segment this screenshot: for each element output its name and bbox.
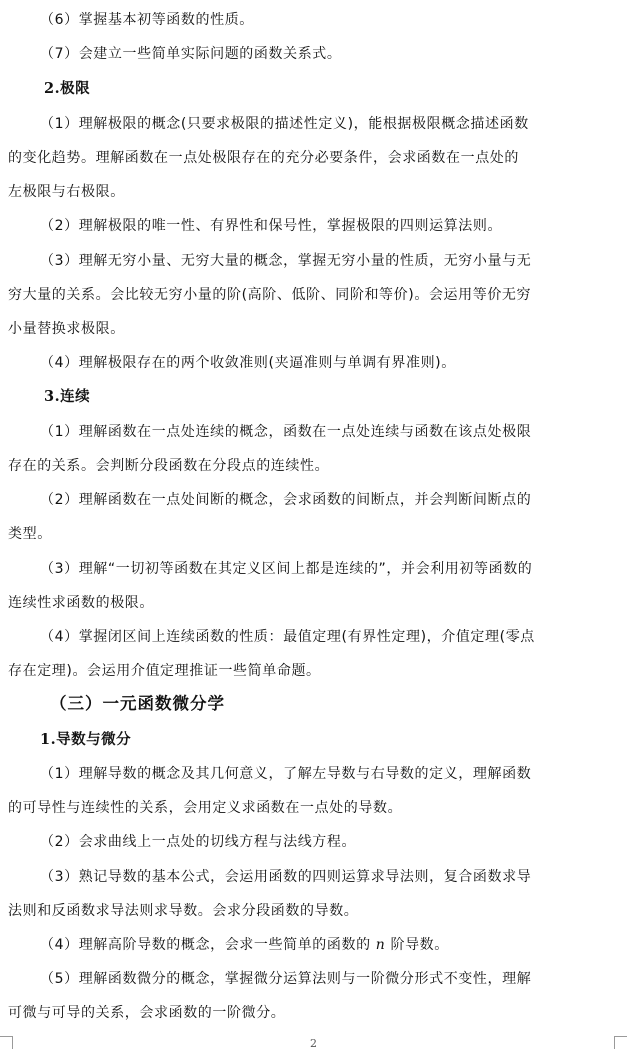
text-line: （2）会求曲线上一点处的切线方程与法线方程。	[40, 834, 357, 850]
text-line: 可微与可导的关系，会求函数的一阶微分。	[8, 1005, 286, 1021]
text-line: （2）理解极限的唯一性、有界性和保号性，掌握极限的四则运算法则。	[40, 218, 503, 234]
text-line: （1）理解函数在一点处连续的概念，函数在一点处连续与函数在该点处极限	[40, 424, 532, 440]
text-line: （4）理解极限存在的两个收敛准则(夹逼准则与单调有界准则)。	[40, 355, 456, 371]
section-heading: 1.导数与微分	[40, 731, 132, 748]
text-line: 法则和反函数求导法则求导数。会求分段函数的导数。	[8, 903, 359, 919]
section-heading: 2.极限	[44, 80, 91, 97]
text-line: （5）理解函数微分的概念，掌握微分运算法则与一阶微分形式不变性，理解	[40, 971, 532, 987]
text-line: 存在定理)。会运用介值定理推证一些简单命题。	[8, 663, 321, 679]
text-line: （3）理解无穷小量、无穷大量的概念，掌握无穷小量的性质，无穷小量与无	[40, 253, 532, 269]
text-line: （4）掌握闭区间上连续函数的性质：最值定理(有界性定理)，介值定理(零点	[40, 629, 535, 645]
text-line: （6）掌握基本初等函数的性质。	[40, 12, 254, 28]
text-line: （1）理解极限的概念(只要求极限的描述性定义)，能根据极限概念描述函数	[40, 116, 529, 132]
text-line: 穷大量的关系。会比较无穷小量的阶(高阶、低阶、同阶和等价)。会运用等价无穷	[8, 287, 532, 303]
text-line	[40, 935, 620, 955]
math-variable: n	[375, 937, 386, 953]
text-line: （7）会建立一些简单实际问题的函数关系式。	[40, 46, 342, 62]
page-number: 2	[310, 1037, 317, 1050]
text-line: （2）理解函数在一点处间断的概念，会求函数的间断点，并会判断间断点的	[40, 492, 532, 508]
text-line: 连续性求函数的极限。	[8, 595, 154, 611]
text-line: 左极限与右极限。	[8, 184, 125, 200]
text-line: 存在的关系。会判断分段函数在分段点的连续性。	[8, 458, 330, 474]
text-segment: （4）理解高阶导数的概念，会求一些简单的函数的	[40, 937, 371, 953]
section-heading: 3.连续	[44, 388, 91, 405]
text-line: 小量替换求极限。	[8, 321, 125, 337]
text-line: （3）理解“一切初等函数在其定义区间上都是连续的”，并会利用初等函数的	[40, 561, 533, 577]
text-segment: 阶导数。	[390, 937, 449, 953]
text-line: （3）熟记导数的基本公式，会运用函数的四则运算求导法则，复合函数求导	[40, 869, 532, 885]
text-line: 的变化趋势。理解函数在一点处极限存在的充分必要条件，会求函数在一点处的	[8, 150, 519, 166]
text-line: 类型。	[8, 526, 52, 542]
text-line: 的可导性与连续性的关系，会用定义求函数在一点处的导数。	[8, 800, 403, 816]
text-line: （1）理解导数的概念及其几何意义，了解左导数与右导数的定义，理解函数	[40, 766, 532, 782]
chapter-heading: （三）一元函数微分学	[50, 694, 225, 713]
